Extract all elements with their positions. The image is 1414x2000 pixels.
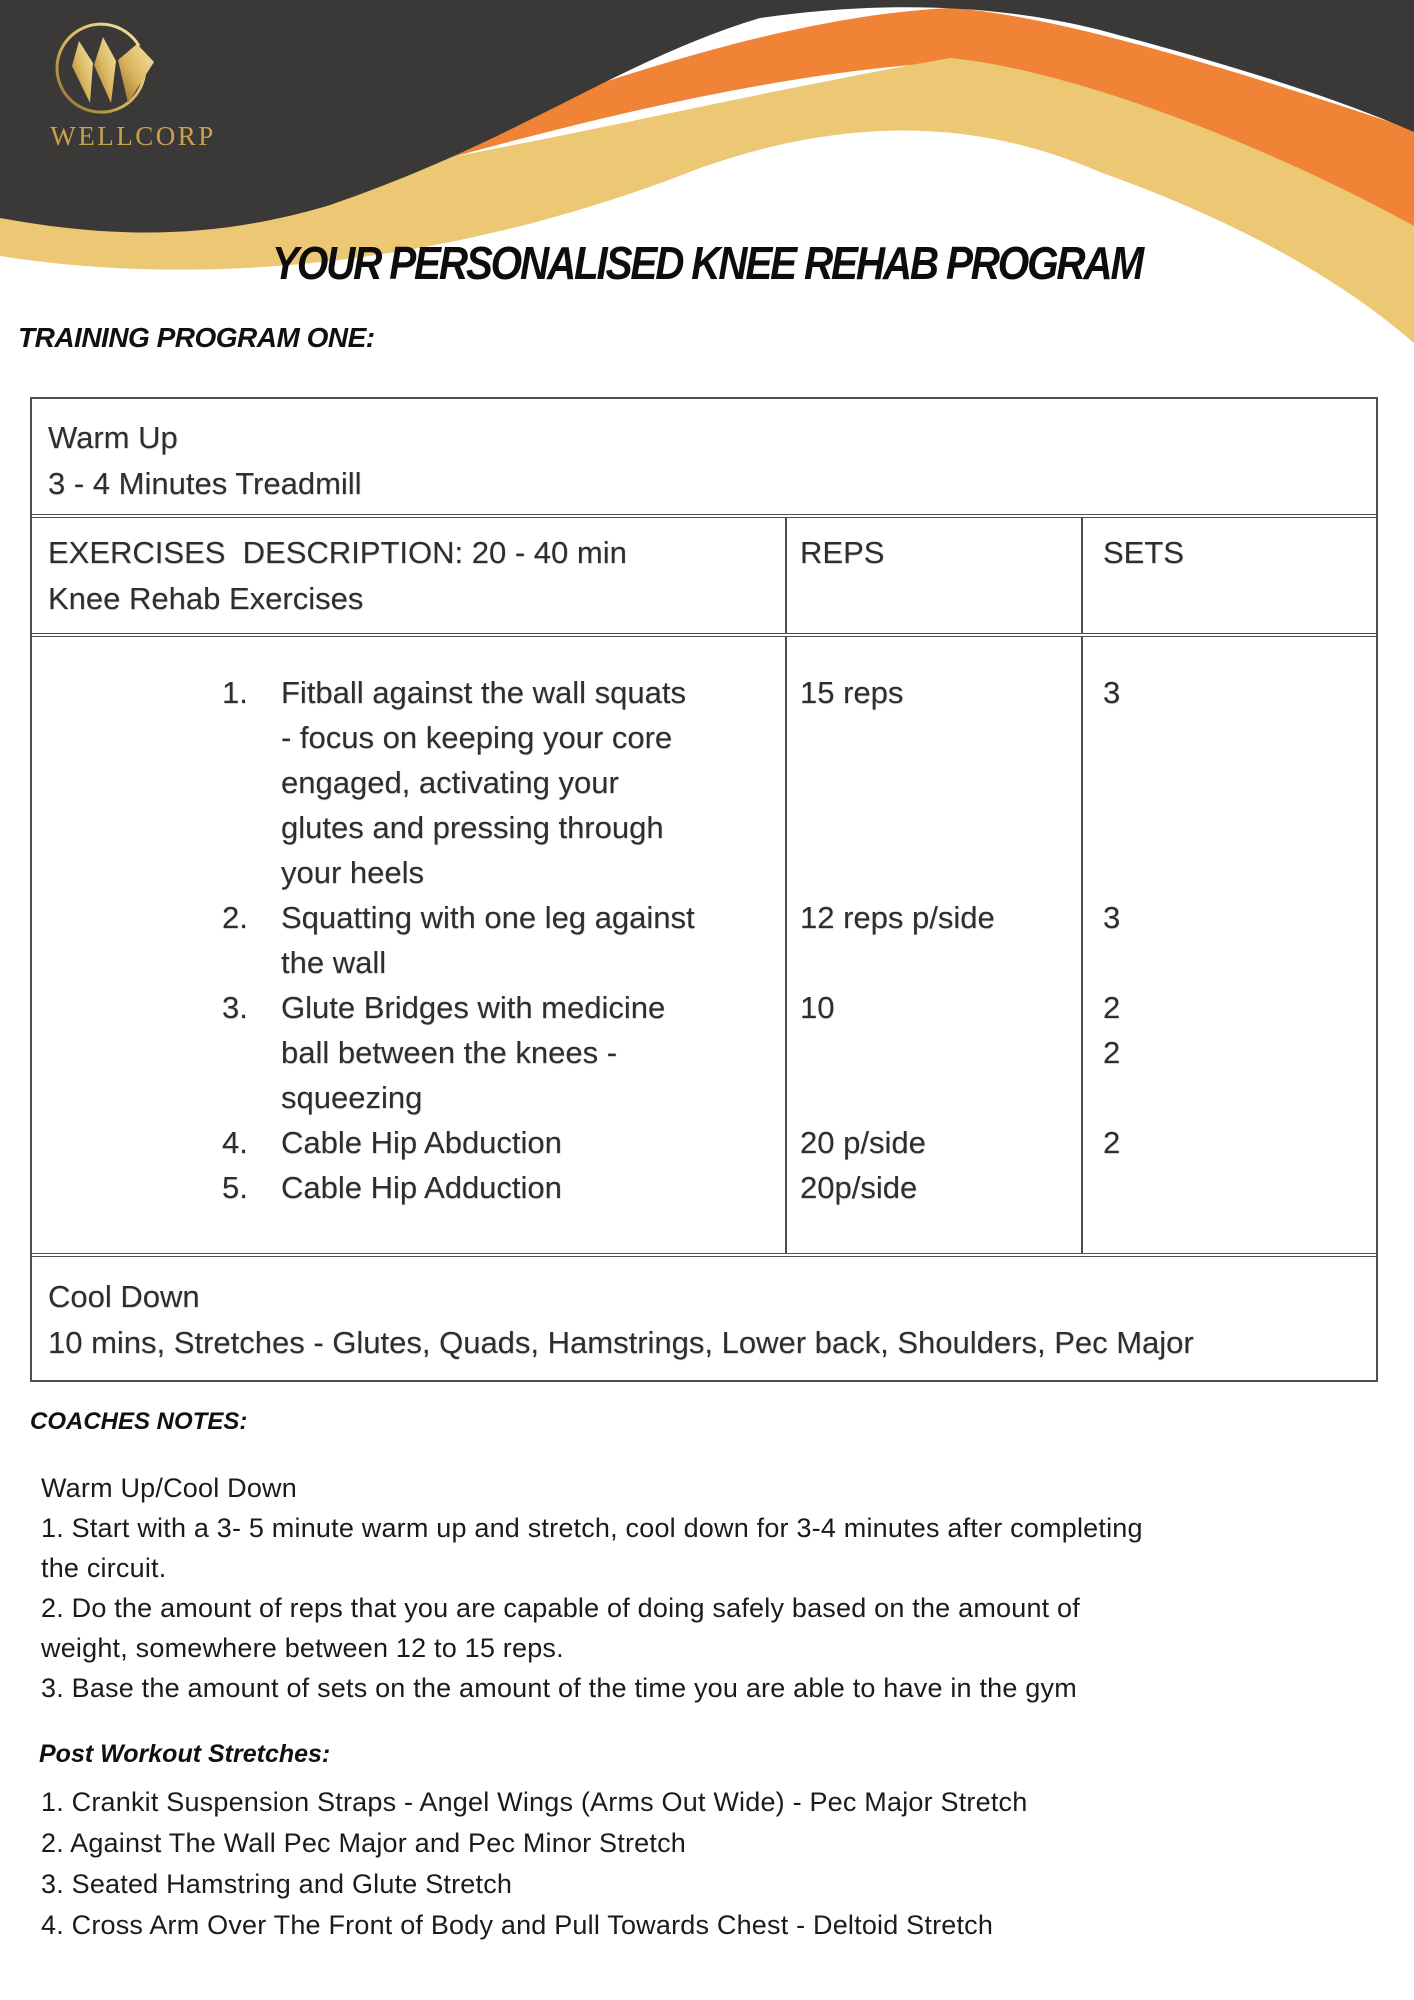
exercise-line: squeezing (281, 1080, 423, 1115)
wellcorp-logo (50, 14, 216, 151)
reps-value: 12 reps p/side (800, 900, 995, 935)
stretch-item: 2. Against The Wall Pec Major and Pec Minor Stretch (41, 1828, 686, 1858)
exercise-line: engaged, activating your (281, 765, 619, 800)
exercise-line: glutes and pressing through (281, 810, 664, 845)
exercise-line: 4. Cable Hip Abduction (222, 1125, 562, 1160)
sets-value: 2 (1103, 1125, 1121, 1160)
coaches-note-line: 1. Start with a 3- 5 minute warm up and stretch, cool down for 3-4 minutes after completing (41, 1513, 1143, 1543)
column-header-reps: REPS (785, 518, 1081, 633)
reps-value: 20p/side (800, 1170, 918, 1205)
reps-value: 20 p/side (800, 1125, 926, 1160)
program-subtitle: TRAINING PROGRAM ONE: (18, 322, 375, 353)
sets-value: 2 (1103, 990, 1121, 1025)
coaches-note-line: Warm Up/Cool Down (41, 1473, 297, 1503)
sets-value: 2 (1103, 1035, 1121, 1070)
cooldown-row (32, 1257, 1376, 1380)
coaches-note-line: weight, somewhere between 12 to 15 reps. (41, 1633, 564, 1663)
reps-value: 15 reps (800, 675, 904, 710)
sets-value: 3 (1103, 900, 1121, 935)
warmup-detail: 3 - 4 Minutes Treadmill (48, 466, 362, 501)
exercise-line: 1. Fitball against the wall squats (222, 675, 686, 710)
cooldown-detail: 10 mins, Stretches - Glutes, Quads, Hamstrings, Lower back, Shoulders, Pec Major (48, 1325, 1194, 1360)
program-table (30, 397, 1378, 1382)
table-header-row (32, 518, 1376, 637)
warmup-row (32, 399, 1376, 518)
page-title: YOUR PERSONALISED KNEE REHAB PROGRAM (272, 237, 1142, 289)
stretch-item: 3. Seated Hamstring and Glute Stretch (41, 1869, 513, 1899)
exercise-line: 2. Squatting with one leg against (222, 900, 695, 935)
post-workout-heading: Post Workout Stretches: (39, 1740, 331, 1768)
exercise-line: 5. Cable Hip Adduction (222, 1170, 562, 1205)
sets-column (1081, 637, 1376, 1253)
coaches-notes-heading: COACHES NOTES: (30, 1408, 248, 1435)
reps-column (785, 637, 1081, 1253)
coaches-note-line: 2. Do the amount of reps that you are capable of doing safely based on the amount of (41, 1593, 1080, 1623)
exercise-list-row (32, 637, 1376, 1257)
coaches-note-line: the circuit. (41, 1553, 167, 1583)
exercise-line: - focus on keeping your core (281, 720, 673, 755)
exercise-line: the wall (281, 945, 387, 980)
warmup-title: Warm Up (48, 420, 178, 455)
column-header-exercises: EXERCISES DESCRIPTION: 20 - 40 min Knee Rehab Exercises (48, 535, 627, 616)
exercise-line: ball between the knees - (281, 1035, 618, 1070)
exercise-column (32, 637, 785, 1253)
exercise-line: your heels (281, 855, 425, 890)
header-wave-graphic (0, 0, 1414, 420)
exercise-line: 3. Glute Bridges with medicine (222, 990, 666, 1025)
brand-name: WELLCORP (50, 121, 216, 151)
sets-value: 3 (1103, 675, 1121, 710)
reps-value: 10 (800, 990, 835, 1025)
column-header-sets: SETS (1081, 518, 1376, 633)
wellcorp-logo-icon (50, 14, 160, 124)
stretch-item: 1. Crankit Suspension Straps - Angel Wings (Arms Out Wide) - Pec Major Stretch (41, 1787, 1028, 1817)
coaches-note-line: 3. Base the amount of sets on the amount of the time you are able to have in the gym (41, 1673, 1077, 1703)
cooldown-title: Cool Down (48, 1279, 200, 1314)
stretch-item: 4. Cross Arm Over The Front of Body and Pull Towards Chest - Deltoid Stretch (41, 1910, 994, 1940)
